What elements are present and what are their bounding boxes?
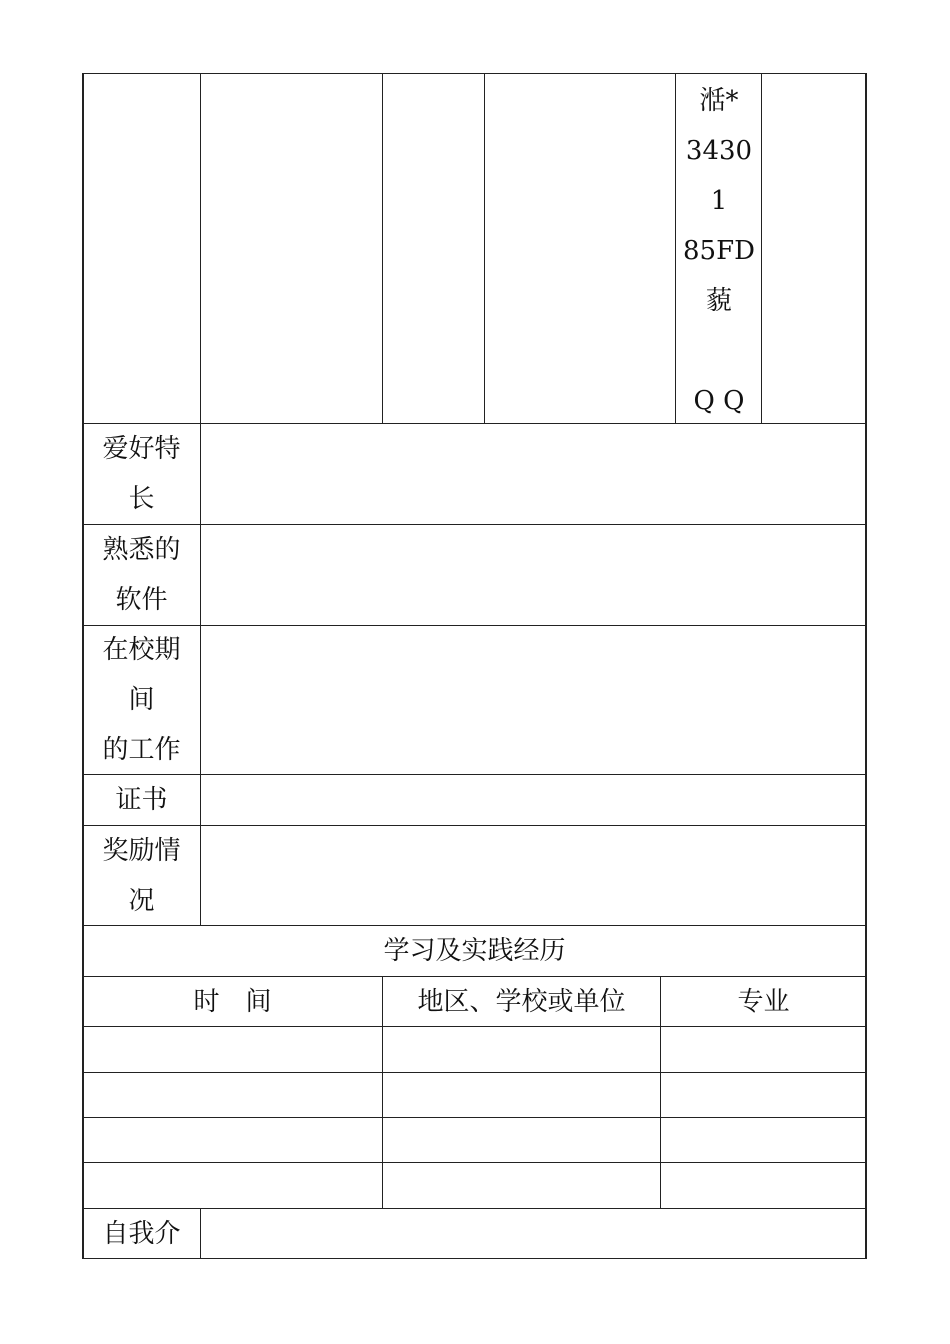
label-software bbox=[83, 525, 200, 625]
label-line: 长 bbox=[128, 484, 155, 514]
contact-line bbox=[677, 326, 761, 376]
label-line: 奖励情 bbox=[102, 835, 181, 866]
label-hobbies bbox=[83, 424, 200, 524]
exp-row-3-time[interactable] bbox=[83, 1118, 382, 1162]
exp-row-3-major[interactable] bbox=[661, 1118, 866, 1162]
col-rule bbox=[675, 73, 676, 423]
exp-row-2-time[interactable] bbox=[83, 1073, 382, 1117]
label-line: 间 bbox=[128, 685, 155, 715]
label-line: 况 bbox=[128, 885, 155, 916]
value-certificates[interactable] bbox=[201, 775, 866, 825]
label-awards bbox=[83, 826, 200, 925]
col-rule bbox=[382, 73, 383, 423]
label-line: 熟悉的 bbox=[102, 535, 181, 565]
contact-info-cell bbox=[677, 76, 761, 426]
exp-row-4-time[interactable] bbox=[83, 1163, 382, 1208]
value-self-intro[interactable] bbox=[201, 1209, 866, 1258]
label-line: 在校期 bbox=[102, 635, 181, 665]
contact-line: 藐 bbox=[705, 286, 732, 316]
value-software[interactable] bbox=[201, 525, 866, 625]
exp-row-1-time[interactable] bbox=[83, 1027, 382, 1072]
header-time: 时 间 bbox=[193, 986, 272, 1017]
exp-row-2-major[interactable] bbox=[661, 1073, 866, 1117]
rule-bottom bbox=[82, 1258, 867, 1259]
exp-row-4-major[interactable] bbox=[661, 1163, 866, 1208]
value-hobbies[interactable] bbox=[201, 424, 866, 524]
col-rule bbox=[484, 73, 485, 423]
value-campus-work[interactable] bbox=[201, 626, 866, 774]
contact-line: 湉* bbox=[699, 86, 739, 116]
label-certificates bbox=[83, 775, 200, 825]
label-line: 爱好特 bbox=[102, 434, 181, 464]
label-campus-work bbox=[83, 626, 200, 774]
contact-line: Q Q bbox=[693, 386, 745, 416]
contact-line: 3430 bbox=[685, 136, 753, 166]
col-rule bbox=[761, 73, 762, 423]
label-line: 的工作 bbox=[102, 735, 181, 765]
value-awards[interactable] bbox=[201, 826, 866, 925]
label-self-intro: 自我介 bbox=[102, 1218, 181, 1249]
header-major: 专业 bbox=[737, 986, 790, 1017]
contact-line: 85FD bbox=[683, 236, 755, 266]
exp-row-4-place[interactable] bbox=[383, 1163, 660, 1208]
section-title: 学习及实践经历 bbox=[383, 936, 566, 966]
label-line: 软件 bbox=[115, 585, 168, 615]
exp-row-1-place[interactable] bbox=[383, 1027, 660, 1072]
header-place: 地区、学校或单位 bbox=[417, 986, 626, 1017]
contact-line: 1 bbox=[710, 186, 728, 216]
exp-row-3-place[interactable] bbox=[383, 1118, 660, 1162]
col-rule bbox=[200, 73, 201, 423]
exp-row-2-place[interactable] bbox=[383, 1073, 660, 1117]
exp-row-1-major[interactable] bbox=[661, 1027, 866, 1072]
label-line: 证书 bbox=[115, 785, 168, 815]
